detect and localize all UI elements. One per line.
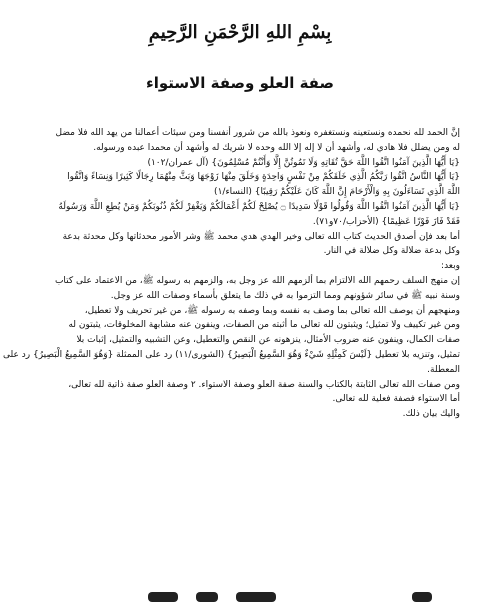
paragraph-line: إن منهج السلف رحمهم الله الالتزام بما ألزمهم الله عز وجل به، والزمهم به رسوله ﷺ، من الاعتماد على كتاب bbox=[54, 275, 460, 286]
footer-fragment bbox=[412, 592, 432, 602]
paragraph-line: إنَّ الحمد لله نحمده ونستعينه ونستغفره ونعوذ بالله من شرور أنفسنا ومن سيئات أعمالنا من يهد الله فلا مضل bbox=[55, 128, 460, 138]
paragraph-line: ومنهجهم أن يوصف الله تعالى بما وصف به نفسه وبما وصفه به رسوله ﷺ، من غير تحريف ولا تعطيل، bbox=[84, 305, 460, 316]
paragraph-line: ومن صفات الله تعالى الثابتة بالكتاب والسنة صفة العلو وصفة الاستواء. ٢ وصفة العلو صفة ذاتية لله تعالى، bbox=[68, 379, 460, 390]
paragraph-line: أما بعد فإن أصدق الحديث كتاب الله تعالى وخير الهدي هدي محمد ﷺ وشر الأمور محدثاتها وكل محدثة بدعة bbox=[62, 231, 460, 242]
paragraph-line: تمثيل، وتنزيه بلا تعطيل {لَيْسَ كَمِثْلِهِ شَيْءٌ وَهُوَ السَّمِيعُ الْبَصِيرُ} (الشورى/١١) رد على الممثلة {وَهُوَ السَّمِيعُ الْبَصِيرُ} رد على bbox=[3, 349, 460, 360]
footer-fragment bbox=[236, 592, 276, 602]
quran-verse-line: فَقَدْ فَازَ فَوْزًا عَظِيمًا} (الأحزاب/٧٠و٧١). bbox=[312, 216, 460, 227]
cut-off-footer-text bbox=[0, 588, 480, 600]
basmala-heading: بِسْمِ اللهِ الرَّحْمَنِ الرَّحِيمِ bbox=[148, 22, 332, 43]
paragraph-line: أما الاستواء فصفة فعلية لله تعالى. bbox=[332, 394, 460, 405]
body-text bbox=[3, 126, 460, 422]
quran-verse-line: {يَا أَيُّهَا النَّاسُ اتَّقُوا رَبَّكُمُ الَّذِي خَلَقَكُمْ مِنْ نَفْسٍ وَاحِدَةٍ وَخَلَقَ مِنْهَا زَوْجَهَا وَبَثَّ مِنْهُمَا رِجَالًا كَثِيرًا وَنِسَاءً وَاتَّقُوا bbox=[67, 172, 460, 183]
footer-fragment bbox=[148, 592, 178, 602]
quran-verse-line: {يَا أَيُّهَا الَّذِينَ آمَنُوا اتَّقُوا اللَّهَ حَقَّ تُقَاتِهِ وَلَا تَمُوتُنَّ إِلَّا وَأَنْتُمْ مُسْلِمُونَ} (آل عمران/١٠٢) bbox=[147, 157, 460, 168]
paragraph-line: واليك بيان ذلك. bbox=[402, 409, 460, 420]
paragraph-line: وسنة نبيه ﷺ في سائر شؤونهم ومما التزموا به في ذلك ما يتعلق بأسماء وصفات الله عز وجل. bbox=[110, 290, 460, 301]
paragraph-line: وبعد: bbox=[441, 261, 460, 272]
paragraph-line: ومن غير تكييف ولا تمثيل؛ ويثبتون لله تعالى ما أثبته من الصفات، وينفون عنه مشابهة المخلوقات، يثبتون له bbox=[68, 320, 460, 331]
paragraph-line: صفات الكمال، وينفون عنه ضروب الأمثال، ينزهونه عن النقص والتعطيل، وعن التشبيه والتمثيل، إثبات بلا bbox=[76, 335, 460, 346]
paragraph-line: وكل بدعة ضلالة وكل ضلالة في النار. bbox=[323, 246, 460, 257]
paragraph-line: له ومن يضلل فلا هادي له، وأشهد أن لا إله إلا الله وحده لا شريك له وأشهد أن محمدا عبده ورسوله. bbox=[93, 142, 460, 153]
paragraph-line: المعطلة. bbox=[427, 364, 460, 375]
quran-verse-line: {يَا أَيُّهَا الَّذِينَ آمَنُوا اتَّقُوا اللَّهَ وَقُولُوا قَوْلًا سَدِيدًا ۝ يُصْلِحْ لَكُمْ أَعْمَالَكُمْ وَيَغْفِرْ لَكُمْ ذُنُوبَكُمْ وَمَنْ يُطِعِ اللَّهَ وَرَسُولَهُ bbox=[58, 201, 460, 212]
quran-verse-line: اللَّهَ الَّذِي تَسَاءَلُونَ بِهِ وَالْأَرْحَامَ إِنَّ اللَّهَ كَانَ عَلَيْكُمْ رَقِيبًا} (النساء/١) bbox=[214, 187, 460, 198]
footer-fragment bbox=[196, 592, 218, 602]
page-title: صفة العلو وصفة الاستواء bbox=[146, 74, 334, 92]
